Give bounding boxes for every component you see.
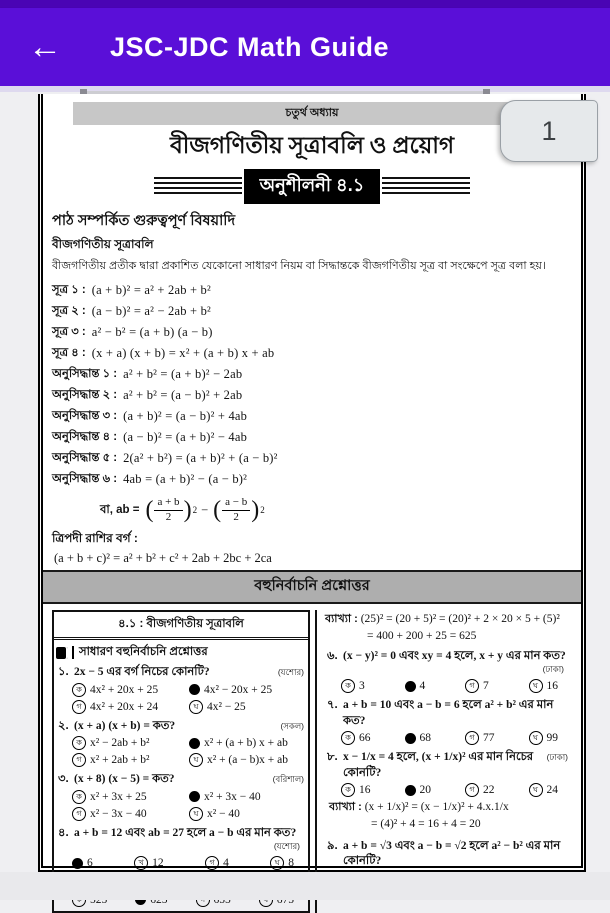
option (465, 783, 495, 797)
correct-option-marker (72, 858, 83, 869)
formula-line (52, 448, 572, 469)
formula-expression: 2(a² + b²) = (a + b)² + (a − b)² (123, 451, 278, 465)
formula-label: সূত্র ১ : (52, 284, 86, 296)
app-title: JSC-JDC Math Guide (110, 31, 390, 62)
mcq-question (323, 749, 572, 838)
formula-line (52, 322, 572, 343)
option (341, 679, 365, 693)
option-text: 6 (87, 857, 93, 870)
two-column-area (52, 610, 572, 913)
question-head (58, 719, 304, 735)
mcq-question (323, 697, 572, 749)
correct-option-marker (405, 785, 416, 796)
options (72, 683, 304, 714)
formula-expression: a² + b² = (a + b)² − 2ab (123, 367, 243, 381)
option-text: 4x² + 20x + 25 (90, 683, 159, 696)
formula-line (52, 469, 572, 490)
question-number: ৪. (58, 826, 69, 839)
intro-paragraph: বীজগণিতীয় প্রতীক দ্বারা প্রকাশিত যেকোনো সাধারণ নিয়ম বা সিদ্ধান্তকে বীজগণিতীয় সূত্র বা সংক্ষেপে সূত্র বলা হয়। (52, 260, 546, 272)
question-number: ৩. (58, 773, 69, 786)
board-tag: (ঢাকা) (546, 752, 568, 763)
page-title: বীজগণিতীয় সূত্রাবলি ও প্রয়োগ (169, 133, 455, 158)
option-text: x² + 2ab + b² (90, 754, 150, 767)
formula-line (52, 343, 572, 364)
question-number: ২. (58, 719, 69, 732)
correct-option-marker (189, 791, 200, 802)
option-marker: ক (72, 683, 86, 697)
formula-line (52, 385, 572, 406)
fraction-1-numerator: a + b (154, 497, 182, 511)
mcq-question (54, 825, 308, 875)
formula-line (52, 301, 572, 322)
fraction-2 (222, 497, 250, 523)
option-marker: ঘ (270, 856, 284, 870)
option (72, 700, 187, 714)
options (341, 783, 568, 797)
left-paren: ( (145, 497, 154, 523)
option-marker: ক (72, 736, 86, 750)
option (72, 807, 187, 821)
question-number: ৯. (327, 839, 338, 852)
page-number-tab[interactable]: 1 (500, 100, 598, 162)
option-marker: গ (465, 783, 479, 797)
option-marker: গ (72, 807, 86, 821)
question-head (327, 698, 568, 729)
question-head (327, 750, 568, 781)
document-page[interactable] (38, 94, 586, 872)
explanation-line-2: = 400 + 200 + 25 = 625 (367, 630, 477, 643)
left-box-title: ৪.১ : বীজগণিতীয় সূত্রাবলি (54, 612, 308, 640)
right-column (315, 610, 572, 913)
option-marker: গ (205, 856, 219, 870)
option (134, 856, 164, 870)
explanation-line-1 (329, 799, 568, 816)
question-text: a + b = 12 এবং ab = 27 হলে a − b এর মান কত? (74, 826, 297, 839)
board-tag: (ঢাকা) (542, 664, 564, 675)
back-arrow-icon[interactable]: ← (28, 28, 62, 66)
status-bar (0, 0, 610, 8)
formula-label: অনুসিদ্ধান্ত ৪ : (52, 431, 118, 443)
formula-expression: (a + b)² = (a − b)² + 4ab (123, 409, 248, 423)
option-text: 20 (419, 784, 431, 797)
option-text: 16 (359, 784, 371, 797)
explanation-block (325, 611, 572, 646)
mcq-question (54, 664, 308, 718)
option-text: x² − 2ab + b² (90, 737, 150, 750)
explanation-text: (x + 1/x)² = (x − 1/x)² + 4.x.1/x (364, 801, 509, 814)
option-text: 77 (483, 732, 495, 745)
formula-label: অনুসিদ্ধান্ত ২ : (52, 389, 118, 401)
option (529, 731, 559, 745)
option-marker: ক (341, 731, 355, 745)
options (341, 679, 568, 693)
formula-label: অনুসিদ্ধান্ত ১ : (52, 368, 118, 380)
question-text: (x + 8) (x − 5) = কত? (74, 773, 175, 786)
option (270, 856, 294, 870)
option-marker: গ (465, 679, 479, 693)
option (405, 731, 432, 745)
option (341, 783, 371, 797)
question-head (58, 826, 304, 842)
square-sup: 2 (192, 505, 198, 515)
formula-expression: 4ab = (a + b)² − (a − b)² (123, 472, 248, 486)
option-marker: ক (72, 790, 86, 804)
option-text: 68 (419, 732, 431, 745)
formula-label: অনুসিদ্ধান্ত ৬ : (52, 473, 118, 485)
option-marker: ঘ (189, 753, 203, 767)
square-sup-2: 2 (260, 505, 265, 515)
formula-line (52, 427, 572, 448)
option-text: x² + (a + b) x + ab (204, 737, 288, 750)
option-marker: ঘ (189, 700, 203, 714)
board-tag: (বরিশাল) (272, 774, 304, 785)
question-number: ৮. (327, 751, 338, 764)
option (341, 731, 371, 745)
formula-list (52, 280, 572, 490)
option-text: x² + (a − b)x + ab (207, 754, 289, 767)
correct-option-marker (189, 738, 200, 749)
left-sub-title: সাধারণ বহুনির্বাচনি প্রশ্নোত্তর (79, 646, 208, 658)
option-marker: গ (72, 753, 86, 767)
option-text: 24 (546, 784, 558, 797)
option-text: 12 (152, 857, 164, 870)
option (189, 700, 304, 714)
badge-left-stripes (154, 177, 242, 197)
option-marker: ঘ (529, 783, 543, 797)
correct-option-marker (405, 681, 416, 692)
option-text: 4x² − 20x + 25 (204, 683, 273, 696)
option-text: 66 (359, 732, 371, 745)
option-text: x² − 40 (207, 807, 240, 820)
option-text: 4 (223, 857, 229, 870)
mcq-question (54, 771, 308, 825)
left-sub-header (54, 640, 308, 664)
option-marker: খ (134, 856, 148, 870)
question-text: (x − y)² = 0 এবং xy = 4 হলে, x + y এর মান কত? (343, 649, 566, 662)
formula-label: সূত্র ২ : (52, 305, 86, 317)
option (465, 679, 489, 693)
option-text: 8 (288, 857, 294, 870)
left-column (52, 610, 310, 913)
question-head (58, 665, 304, 681)
fraction-1-denominator: 2 (165, 510, 172, 523)
mcq-section-bar: বহুনির্বাচনি প্রশ্নোত্তর (43, 570, 581, 604)
option (529, 679, 559, 693)
trinomial-heading: ত্রিপদী রাশির বর্গ : (52, 531, 138, 545)
formula-expression: (a − b)² = (a + b)² − 4ab (123, 430, 248, 444)
explanation-block (329, 799, 568, 834)
question-head (327, 649, 568, 665)
formula-line (52, 406, 572, 427)
minus-sign: − (201, 502, 209, 517)
exercise-badge: অনুশীলনী ৪.১ (244, 169, 381, 204)
option (189, 807, 304, 821)
option-text: 3 (359, 680, 365, 693)
question-number: ১. (58, 666, 69, 678)
formula-label: অনুসিদ্ধান্ত ৫ : (52, 452, 118, 464)
question-text: 2x − 5 এর বর্গ নিচের কোনটি? (74, 666, 210, 678)
fraction-1 (154, 497, 182, 523)
formula-expression: a² − b² = (a + b) (a − b) (91, 325, 213, 339)
option (205, 856, 229, 870)
question-text: a + b = √3 এবং a − b = √2 হলে a² − b² এর মান কোনটি? (343, 839, 561, 868)
right-paren-2: ) (251, 497, 260, 523)
options (72, 736, 304, 767)
options (72, 790, 304, 821)
formula-expression: (a + b)² = a² + 2ab + b² (91, 283, 211, 297)
right-paren: ) (183, 497, 192, 523)
explanation-label: ব্যাখ্যা : (329, 801, 362, 814)
chapter-bar: চতুর্থ অধ্যায় (73, 102, 551, 125)
option-text: 4x² + 20x + 24 (90, 700, 159, 713)
option (405, 679, 426, 693)
option (72, 736, 187, 750)
board-tag: (যশোর) (277, 667, 304, 677)
explanation-label: ব্যাখ্যা : (325, 613, 358, 625)
left-question-box (52, 610, 310, 913)
formula-expression: a² + b² = (a − b)² + 2ab (123, 388, 243, 402)
formula-label: সূত্র ৩ : (52, 326, 86, 338)
question-text: x − 1/x = 4 হলে, (x + 1/x)² এর মান নিচের কোনটি? (343, 751, 534, 779)
question-number: ৬. (327, 649, 338, 662)
option-text: x² − 3x − 40 (90, 807, 147, 820)
board-tag: (যশোর) (273, 841, 300, 852)
option (72, 753, 187, 767)
question-head (58, 772, 304, 788)
section-heading: পাঠ সম্পর্কিত গুরুত্বপূর্ণ বিষয়াদি (52, 213, 236, 229)
explanation-line-1 (325, 611, 572, 628)
option-text: 4x² − 25 (207, 700, 246, 713)
option (465, 731, 495, 745)
board-tag: (সকল) (280, 720, 304, 731)
options (72, 856, 304, 870)
fraction-2-numerator: a − b (222, 497, 250, 511)
option-marker: ঘ (529, 679, 543, 693)
badge-right-stripes (382, 177, 470, 197)
option-text: x² + 3x + 25 (90, 790, 147, 803)
options (341, 731, 568, 745)
question-number: ৭. (327, 699, 338, 712)
option (72, 683, 187, 697)
below-page-background (0, 872, 610, 900)
formula-expression: (a − b)² = a² − 2ab + b² (91, 304, 211, 318)
explanation-line-2: = (4)² + 4 = 16 + 4 = 20 (371, 818, 481, 831)
option-text: 16 (546, 680, 558, 693)
formula-label: অনুসিদ্ধান্ত ৩ : (52, 410, 118, 422)
question-text: (x + a) (x + b) = কত? (74, 719, 176, 732)
option-marker: গ (465, 731, 479, 745)
option (529, 783, 559, 797)
exercise-badge-row (52, 169, 572, 204)
option-marker: ক (341, 679, 355, 693)
option-text: 7 (483, 680, 489, 693)
trinomial-formula: (a + b + c)² = a² + b² + c² + 2ab + 2bc + 2ca (54, 551, 272, 565)
explanation-text: (25)² = (20 + 5)² = (20)² + 2 × 20 × 5 + (5)² (360, 613, 560, 625)
option-text: x² + 3x − 40 (204, 790, 261, 803)
or-formula-line (100, 493, 572, 527)
sub-heading: বীজগণিতীয় সূত্রাবলি (52, 237, 154, 251)
or-prefix: বা, ab = (100, 503, 140, 516)
option-marker: ক (341, 783, 355, 797)
option (72, 790, 187, 804)
app-bar (0, 8, 610, 86)
option (189, 790, 304, 804)
left-paren-2: ( (213, 497, 222, 523)
correct-option-marker (189, 684, 200, 695)
bookmark-icon (56, 647, 68, 659)
option (189, 736, 304, 750)
correct-option-marker (405, 733, 416, 744)
formula-expression: (x + a) (x + b) = x² + (a + b) x + ab (91, 346, 275, 360)
divider-bar (72, 646, 74, 659)
option-marker: গ (72, 700, 86, 714)
option (189, 753, 304, 767)
formula-line (52, 364, 572, 385)
formula-line (52, 280, 572, 301)
mcq-question (323, 648, 572, 698)
option (72, 856, 93, 870)
question-text: a + b = 10 এবং a − b = 6 হলে a² + b² এর মান কত? (343, 699, 554, 727)
option-text: 22 (483, 784, 495, 797)
option (405, 783, 432, 797)
question-head (327, 839, 568, 870)
right-questions (323, 648, 572, 903)
option-text: 99 (546, 732, 558, 745)
mcq-question (54, 718, 308, 772)
fraction-2-denominator: 2 (233, 510, 239, 523)
option (189, 683, 304, 697)
option-marker: ঘ (529, 731, 543, 745)
formula-label: সূত্র ৪ : (52, 347, 86, 359)
option-marker: ঘ (189, 807, 203, 821)
option-text: 4 (419, 680, 426, 693)
